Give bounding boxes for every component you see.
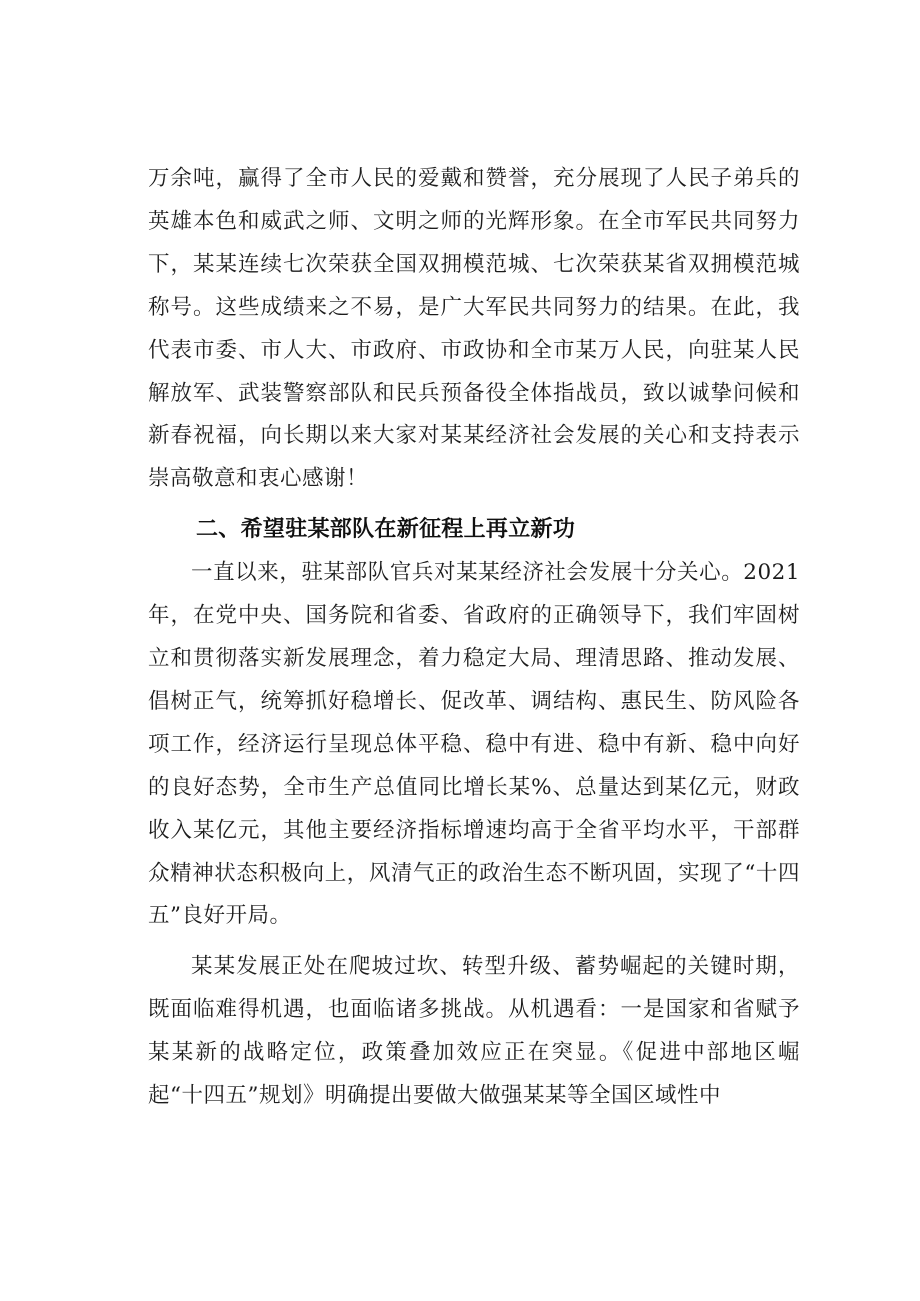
document-body [148, 158, 800, 1118]
section-heading-2: 二、希望驻某部队在新征程上再立新功 [196, 517, 576, 543]
paragraph-gap [148, 501, 800, 509]
paragraph-1: 万余吨，赢得了全市人民的爱戴和赞誉，充分展现了人民子弟兵的英雄本色和威武之师、文明之师的光辉形象。在全市军民共同努力下，某某连续七次荣获全国双拥模范城、七次荣获某省双拥模范城称号。这些成绩来之不易，是广大军民共同努力的结果。在此，我代表市委、市人大、市政府、市政协和全市某万人民，向驻某人民解放军、武装警察部队和民兵预备役全体指战员，致以诚挚问候和新春祝福，向长期以来大家对某某经济社会发展的关心和支持表示崇高敬意和衷心感谢！ [148, 166, 800, 492]
paragraph-2: 一直以来，驻某部队官兵对某某经济社会发展十分关心。2021年，在党中央、国务院和省委、省政府的正确领导下，我们牢固树立和贯彻落实新发展理念，着力稳定大局、理清思路、推动发展、倡树正气，统筹抓好稳增长、促改革、调结构、惠民生、防风险各项工作，经济运行呈现总体平稳、稳中有进、稳中有新、稳中向好的良好态势，全市生产总值同比增长某%、总量达到某亿元，财政收入某亿元，其他主要经济指标增速均高于全省平均水平，干部群众精神状态积极向上，风清气正的政治生态不断巩固，实现了“十四五”良好开局。 [148, 560, 800, 929]
paragraph-gap [148, 938, 800, 946]
paragraph-3: 某某发展正处在爬坡过坎、转型升级、蓄势崛起的关键时期，既面临难得机遇，也面临诸多挑战。从机遇看：一是国家和省赋予某某新的战略定位，政策叠加效应正在突显。《促进中部地区崛起“十四五”规划》明确提出要做大做强某某等全国区域性中 [148, 954, 800, 1109]
